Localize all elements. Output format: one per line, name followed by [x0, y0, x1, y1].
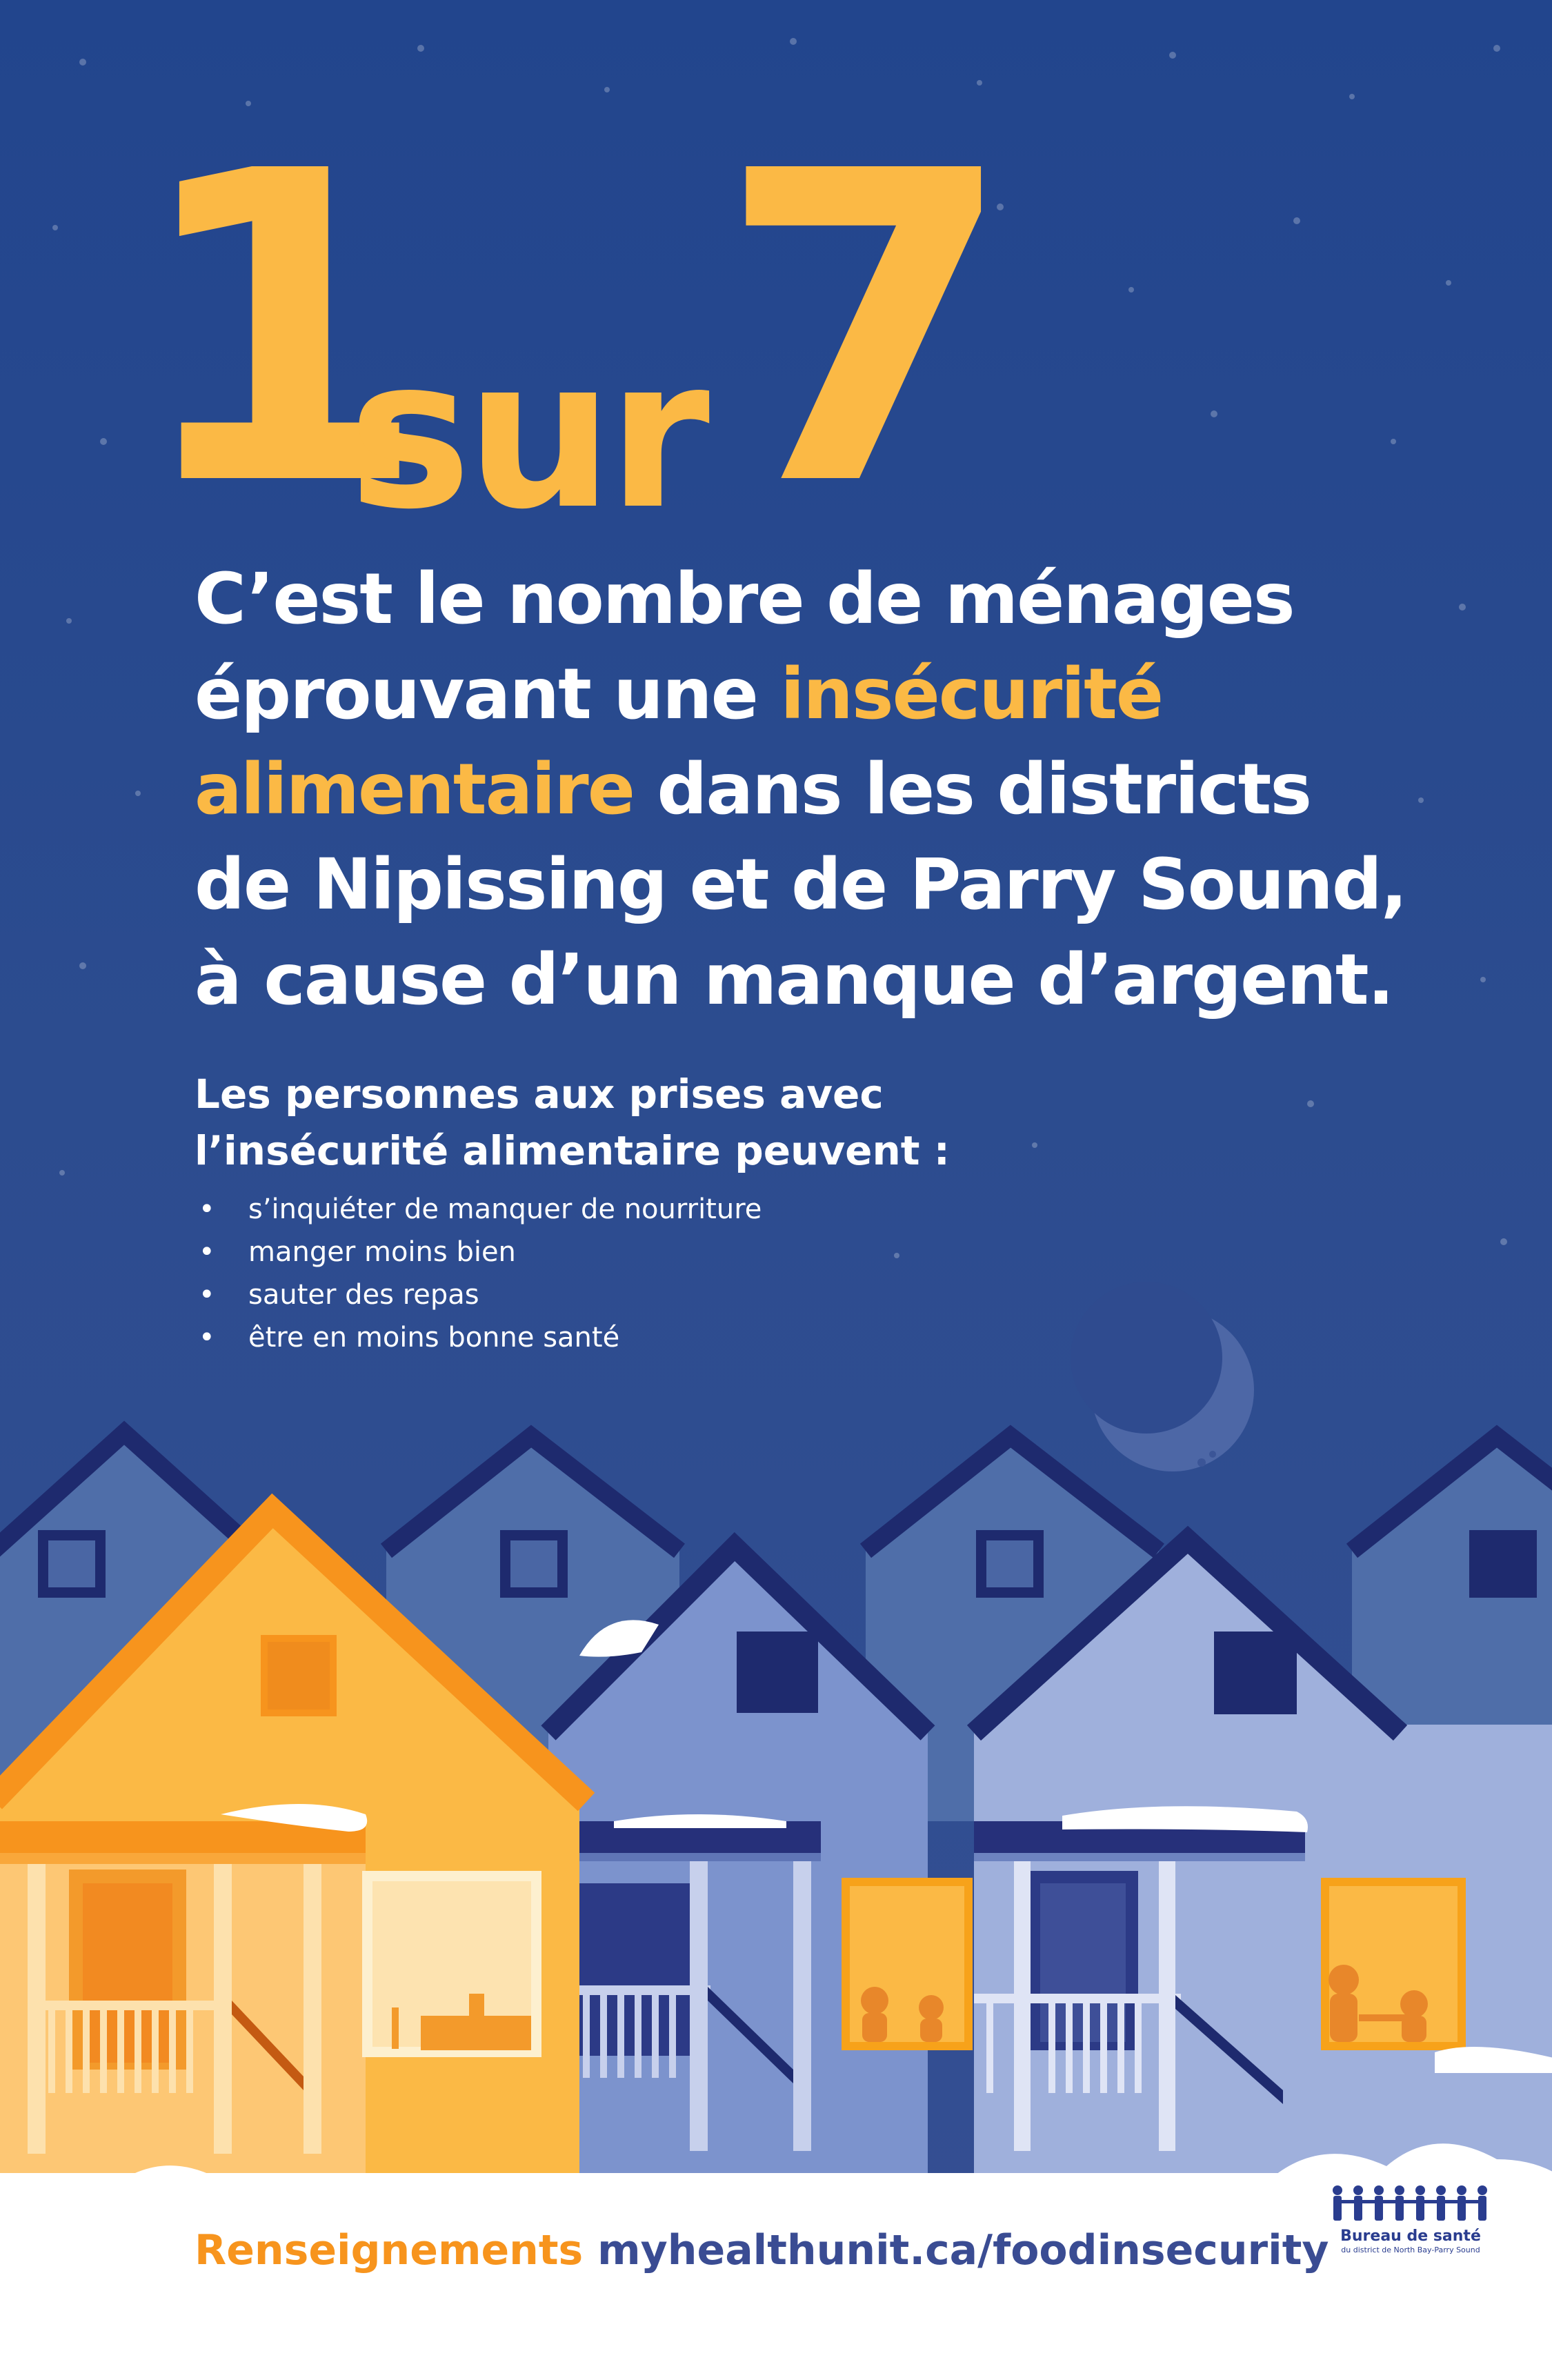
subheading [195, 1066, 1091, 1179]
bullet-icon: • [199, 1236, 215, 1268]
list-item [195, 1188, 762, 1231]
headline-line-4: de Nipissing et de Parry Sound, [195, 844, 1406, 926]
list-item-text: être en moins bonne santé [248, 1322, 620, 1353]
bullet-icon: • [199, 1279, 215, 1311]
footer-info [195, 2223, 1329, 2278]
logo-subtitle: du district de North Bay-Parry Sound [1341, 2245, 1480, 2254]
subheading-line-1: Les personnes aux prises avec [195, 1071, 884, 1118]
headline-accent-alimentaire: alimentaire [195, 748, 634, 831]
headline-text [195, 552, 1491, 1028]
headline-accent-insecurite: insécurité [780, 653, 1163, 735]
headline-line-5: à cause d’un manque d’argent. [195, 939, 1393, 1021]
crescent-moon-icon [1071, 1282, 1254, 1471]
headline-line-2a: éprouvant une [195, 653, 781, 735]
list-item-text: s’inquiéter de manquer de nourriture [248, 1193, 762, 1225]
subheading-line-2: l’insécurité alimentaire peuvent : [195, 1127, 950, 1174]
list-item-text: manger moins bien [248, 1236, 516, 1268]
headline-line-3b: dans les districts [633, 748, 1311, 831]
stat-number-seven: 7 [717, 82, 1008, 579]
health-unit-logo [1314, 2183, 1507, 2273]
bullet-icon: • [199, 1193, 215, 1225]
stat-number-one: 1 [131, 82, 422, 579]
logo-org-name: Bureau de santé [1340, 2228, 1481, 2245]
people-chain-icon [1328, 2183, 1493, 2223]
stat-word-sur: sur [348, 314, 705, 555]
list-item-text: sauter des repas [248, 1279, 479, 1311]
bullet-icon: • [199, 1322, 215, 1353]
headline-line-1: C’est le nombre de ménages [195, 558, 1294, 640]
footer-url-link[interactable]: myhealthunit.ca/foodinsecurity [597, 2226, 1329, 2274]
footer-label: Renseignements [195, 2226, 584, 2274]
